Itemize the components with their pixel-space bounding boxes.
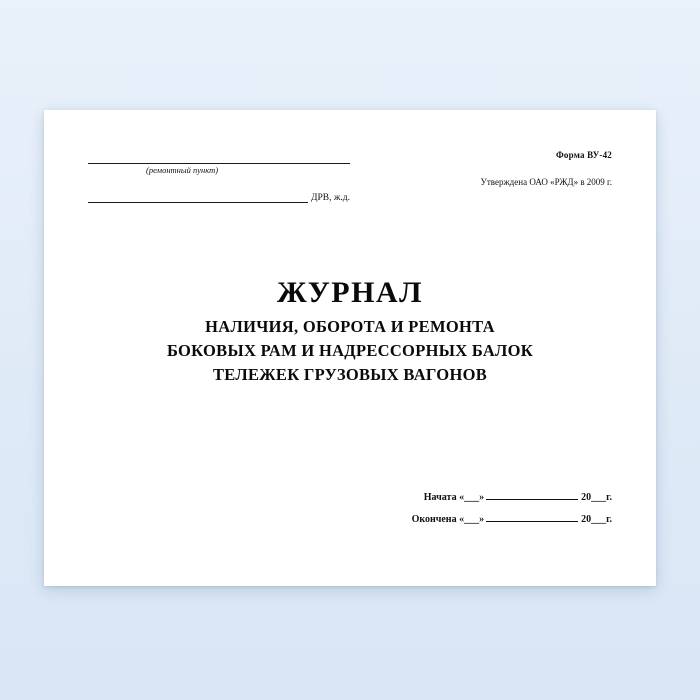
title-block	[88, 277, 612, 386]
date-finished-year: 20___г.	[581, 514, 612, 525]
subtitle-line-3: ТЕЛЕЖЕК ГРУЗОВЫХ ВАГОНОВ	[212, 364, 488, 384]
repair-point-line	[88, 150, 350, 164]
document-page	[44, 110, 656, 586]
date-started-row	[412, 490, 612, 503]
header-right-block	[480, 148, 612, 187]
date-started-label: Начата «___»	[423, 492, 485, 503]
date-finished-row	[412, 512, 612, 525]
page-title: ЖУРНАЛ	[277, 276, 423, 310]
subtitle-line-1: НАЛИЧИЯ, ОБОРОТА И РЕМОНТА	[205, 316, 495, 336]
approved-by-label: Утверждена ОАО «РЖД» в 2009 г.	[480, 177, 612, 187]
page-subtitle	[88, 315, 612, 387]
railway-line	[88, 189, 308, 203]
railway-suffix-label: ДРВ, ж.д.	[311, 192, 350, 203]
date-finished-blank	[486, 512, 578, 522]
subtitle-line-2: БОКОВЫХ РАМ И НАДРЕССОРНЫХ БАЛОК	[166, 340, 534, 360]
date-fields	[412, 490, 612, 534]
document-header	[88, 148, 612, 203]
date-finished-label: Окончена «___»	[411, 514, 485, 525]
document-paper	[44, 110, 656, 586]
repair-point-caption: (ремонтный пункт)	[146, 165, 219, 175]
date-started-year: 20___г.	[581, 492, 612, 503]
form-code-label: Форма ВУ-42	[556, 150, 612, 160]
header-left-fields	[88, 148, 350, 203]
date-started-blank	[486, 490, 578, 500]
railway-field-row	[88, 189, 350, 203]
